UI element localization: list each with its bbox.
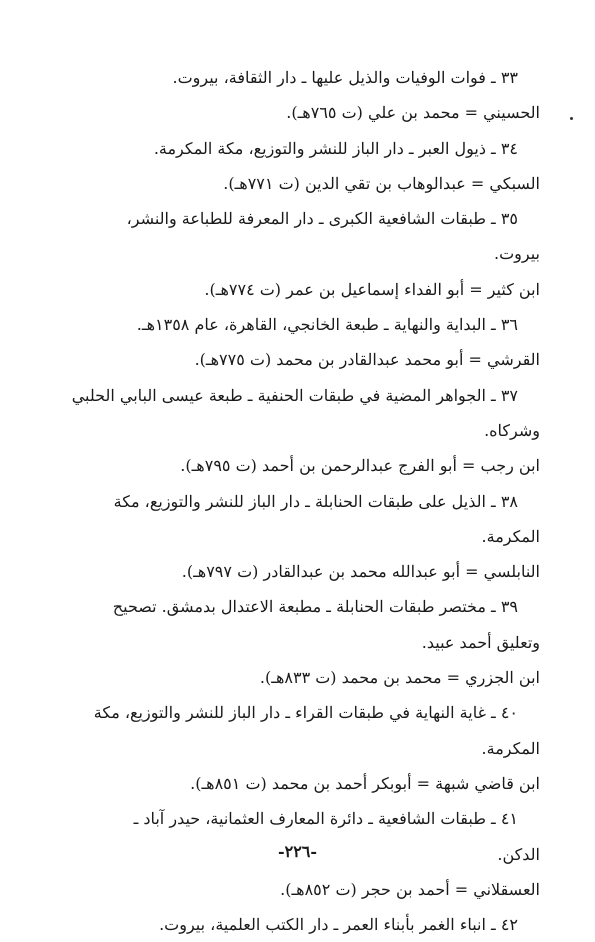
author-line: ابن رجب = أبو الفرج عبدالرحمن بن أحمد (ت ٧٩٥هـ). <box>180 456 540 476</box>
reference-continuation: المكرمة. <box>481 526 540 546</box>
author-line: الحسيني = محمد بن علي (ت ٧٦٥هـ). <box>286 103 540 123</box>
reference-continuation: الدكن. <box>497 844 540 864</box>
author-line: ابن كثير = أبو الفداء إسماعيل بن عمر (ت ٧٧٤هـ). <box>204 279 540 299</box>
reference-entry: ٣٣ ـ فوات الوفيات والذيل عليها ـ دار الثقافة، بيروت. <box>172 68 518 87</box>
author-line: النابلسي = أبو عبدالله محمد بن عبدالقادر (ت ٧٩٧هـ). <box>181 562 540 582</box>
reference-entry: ٣٩ ـ مختصر طبقات الحنابلة ـ مطبعة الاعتدال بدمشق. تصحيح <box>112 597 518 617</box>
author-line: القرشي = أبو محمد عبدالقادر بن محمد (ت ٧٧٥هـ). <box>194 350 540 370</box>
reference-entry: ٤٢ ـ انباء الغمر بأبناء العمر ـ دار الكتب العلمية، بيروت. <box>159 915 518 935</box>
author-line: العسقلاني = أحمد بن حجر (ت ٨٥٢هـ). <box>280 879 540 899</box>
reference-entry: ٣٦ ـ البداية والنهاية ـ طبعة الخانجي، القاهرة، عام ١٣٥٨هـ. <box>136 315 518 335</box>
reference-entry: ٤٠ ـ غاية النهاية في طبقات القراء ـ دار الباز للنشر والتوزيع، مكة <box>93 703 518 723</box>
reference-entry: ٣٤ ـ ذيول العبر ـ دار الباز للنشر والتوزيع، مكة المكرمة. <box>153 138 518 158</box>
author-line: ابن قاضي شبهة = أبوبكر أحمد بن محمد (ت ٨٥١هـ). <box>190 773 540 793</box>
reference-entry: ٣٨ ـ الذيل على طبقات الحنابلة ـ دار الباز للنشر والتوزيع، مكة <box>113 491 518 511</box>
reference-entry: ٤١ ـ طبقات الشافعية ـ دائرة المعارف العثمانية، حيدر آباد ـ <box>133 809 518 829</box>
stray-ink-mark <box>570 117 573 120</box>
author-line: السبكي = عبدالوهاب بن تقي الدين (ت ٧٧١هـ). <box>223 173 540 193</box>
reference-entry: ٣٥ ـ طبقات الشافعية الكبرى ـ دار المعرفة للطباعة والنشر، <box>126 209 518 229</box>
author-line: ابن الجزري = محمد بن محمد (ت ٨٣٣هـ). <box>259 668 540 688</box>
reference-entry: ٣٧ ـ الجواهر المضية في طبقات الحنفية ـ طبعة عيسى البابي الحلبي <box>71 385 518 405</box>
reference-continuation: بيروت. <box>494 244 540 264</box>
bibliography-text <box>62 60 540 942</box>
reference-continuation: وشركاه. <box>484 420 540 440</box>
reference-continuation: المكرمة. <box>481 738 540 758</box>
page-number: -٢٢٦- <box>277 842 318 861</box>
reference-continuation: وتعليق أحمد عبيد. <box>421 632 540 652</box>
